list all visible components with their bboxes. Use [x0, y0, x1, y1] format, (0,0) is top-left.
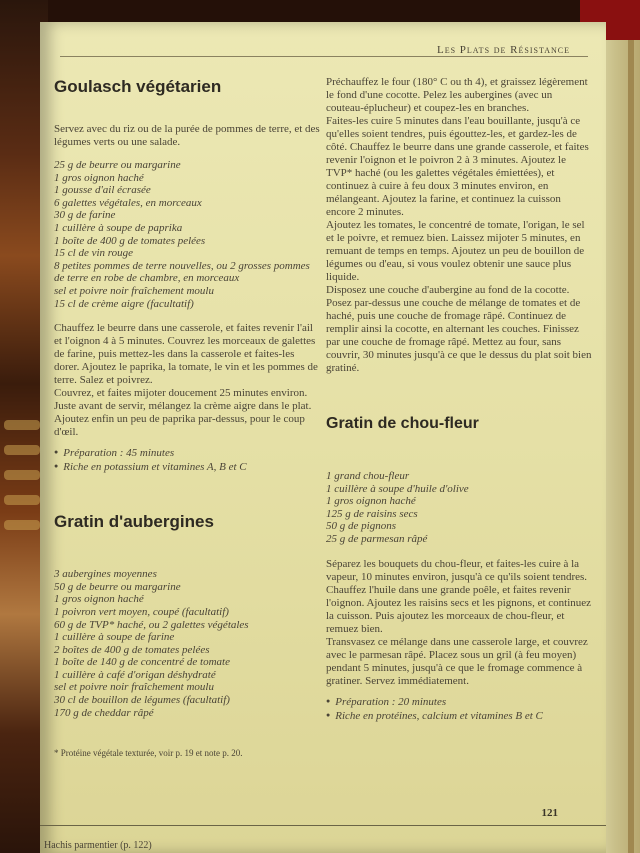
recipe-title-chou-fleur: Gratin de chou-fleur — [326, 415, 479, 432]
right-column — [326, 76, 592, 724]
bottom-rule — [40, 825, 606, 826]
left-column — [54, 74, 322, 760]
ingredient-item: 1 gros oignon haché — [54, 593, 144, 606]
ingredient-item: 25 g de beurre ou margarine — [54, 159, 181, 171]
recipe-title-aubergines: Gratin d'aubergines — [54, 512, 214, 532]
ingredient-item: sel et poivre noir fraîchement moulu — [54, 284, 214, 297]
chou-fleur-step: Chauffez l'huile dans une grande poêle, et faites revenir l'oignon. Ajoutez les raisins secs et les pignons, et continuez la cuisson. Puis ajoutez les morceaux de chou-fleur, et remuez bien. — [326, 583, 592, 635]
ingredient-item: 1 cuillère à soupe de farine — [54, 631, 175, 644]
recipe-title-goulasch: Goulasch végétarien — [54, 77, 222, 96]
ingredient-item: 1 gros oignon haché — [326, 495, 416, 508]
book-page — [40, 22, 606, 853]
next-page-caption: Hachis parmentier (p. 122) — [44, 840, 152, 851]
goulasch-intro: Servez avec du riz ou de la purée de pommes de terre, et des légumes verts ou une salade. — [54, 123, 320, 148]
note-item: ● Riche en protéines, calcium et vitamines B et C — [326, 710, 592, 724]
chou-fleur-step: Séparez les bouquets du chou-fleur, et faites-les cuire à la vapeur, 10 minutes environ, jusqu'à ce qu'ils soient tendres. — [326, 557, 588, 583]
goulasch-step: Chauffez le beurre dans une casserole, et faites revenir l'ail et l'oignon 4 à 5 minutes. Couvrez les morceaux de galettes de farine, puis mettez-les dans la casserole et faites-les dorer. Ajoutez le paprika, la tomate, le vin et les pommes de terre. Salez et poivrez. — [54, 322, 318, 387]
note-item: ● Préparation : 45 minutes — [54, 447, 322, 461]
aubergines-ingredients — [54, 568, 322, 719]
note-item: ● Riche en potassium et vitamines A, B et C — [54, 461, 322, 475]
chou-fleur-ingredients — [326, 470, 592, 546]
aubergines-step: Ajoutez les tomates, le concentré de tomate, l'origan, le sel et le poivre, et remuez bien. Laissez mijoter 5 minutes, en remuant de temps en temps. Ajoutez un peu de bouillon de légumes ou d'eau, si vous voulez obtenir une sauce plus liquide. — [326, 219, 585, 283]
ingredient-item: 30 g de farine — [54, 209, 116, 222]
ingredient-item: 170 g de cheddar râpé — [54, 706, 154, 719]
ingredient-item: 1 cuillère à café d'origan déshydraté — [54, 668, 216, 681]
ingredient-item: 50 g de pignons — [326, 520, 396, 533]
ingredient-item: 30 cl de bouillon de légumes (facultatif) — [54, 694, 230, 707]
ingredient-item: sel et poivre noir fraîchement moulu — [54, 681, 214, 694]
ingredient-item: 15 cl de crème aigre (facultatif) — [54, 297, 194, 310]
aubergines-step: Préchauffez le four (180° C ou th 4), et graissez légèrement le fond d'une cocotte. Pelez les aubergines (avec un couteau-éplucheur) et coupez-les en branches. — [326, 76, 588, 114]
ingredient-item: 6 galettes végétales, en morceaux — [54, 196, 202, 209]
ingredient-item: 1 boîte de 140 g de concentré de tomate — [54, 656, 230, 669]
header-rule — [60, 56, 588, 57]
ingredient-item: 1 cuillère à soupe de paprika — [54, 221, 183, 234]
ingredient-item: 1 gousse d'ail écrasée — [54, 184, 151, 197]
goulasch-step: Juste avant de servir, mélangez la crème aigre dans le plat. Ajoutez enfin un peu de paprika par-dessus, pour le coup d'œil. — [54, 400, 312, 439]
chou-fleur-step: Transvasez ce mélange dans une casserole large, et couvrez avec le parmesan râpé. Placez sous un gril (à feu moyen) pendant 5 minutes, jusqu'à ce que le fromage commence à gratiner. Servez immédiatement. — [326, 635, 588, 687]
section-header: Les Plats de Résistance — [436, 44, 570, 56]
ingredient-item: 1 grand chou-fleur — [326, 470, 410, 482]
ingredient-item: 15 cl de vin rouge — [54, 247, 134, 260]
aubergines-step: Disposez une couche d'aubergine au fond de la cocotte. Posez par-dessus une couche de mélange de tomates et de haché, puis une couche de fromage râpé. Continuez de remplir ainsi la cocotte, en alternant les couches. Finissez par une couche de fromage râpé. Mettez au four, sans couvrir, 30 minutes jusqu'à ce que le dessus du plat soit bien gratiné. — [326, 284, 592, 374]
ingredient-item: 1 gros oignon haché — [54, 171, 144, 184]
goulasch-step: Couvrez, et faites mijoter doucement 25 minutes environ. — [54, 387, 308, 400]
ingredient-item: 2 boîtes de 400 g de tomates pelées — [54, 643, 210, 656]
footnote: * Protéine végétale texturée, voir p. 19 et note p. 20. — [54, 748, 243, 759]
ingredient-item: 125 g de raisins secs — [326, 507, 418, 520]
ingredient-item: 1 poivron vert moyen, coupé (facultatif) — [54, 605, 229, 618]
chou-fleur-notes — [326, 696, 592, 724]
ingredient-item: 3 aubergines moyennes — [54, 568, 157, 581]
ingredient-item: 1 cuillère à soupe d'huile d'olive — [326, 482, 469, 495]
ingredient-item: 1 boîte de 400 g de tomates pelées — [54, 234, 206, 247]
goulasch-notes — [54, 447, 322, 475]
note-item: ● Préparation : 20 minutes — [326, 696, 592, 710]
goulasch-ingredients — [54, 159, 322, 310]
ingredient-item: 60 g de TVP* haché, ou 2 galettes végétales — [54, 618, 249, 631]
ingredient-item: 50 g de beurre ou margarine — [54, 580, 181, 593]
page-number: 121 — [541, 807, 558, 819]
ingredient-item: 8 petites pommes de terre nouvelles, ou 2 grosses pommes de terre en robe de chambre, en morceaux — [54, 259, 310, 285]
aubergines-step: Faites-les cuire 5 minutes dans l'eau bouillante, jusqu'à ce qu'elles soient tendres, puis égouttez-les, et gardez-les de côté. Chauffez le beurre dans une grande casserole, et faites revenir l'oignon et le poivron 2 à 3 minutes. Ajoutez le TVP* haché (ou les galettes végétales émiettées), et continuez à cuire à feu doux 3 minutes environ, en mélangeant. Ajoutez la farine, et continuez la cuisson encore 2 minutes. — [326, 115, 589, 218]
ingredient-item: 25 g de parmesan râpé — [326, 532, 428, 545]
